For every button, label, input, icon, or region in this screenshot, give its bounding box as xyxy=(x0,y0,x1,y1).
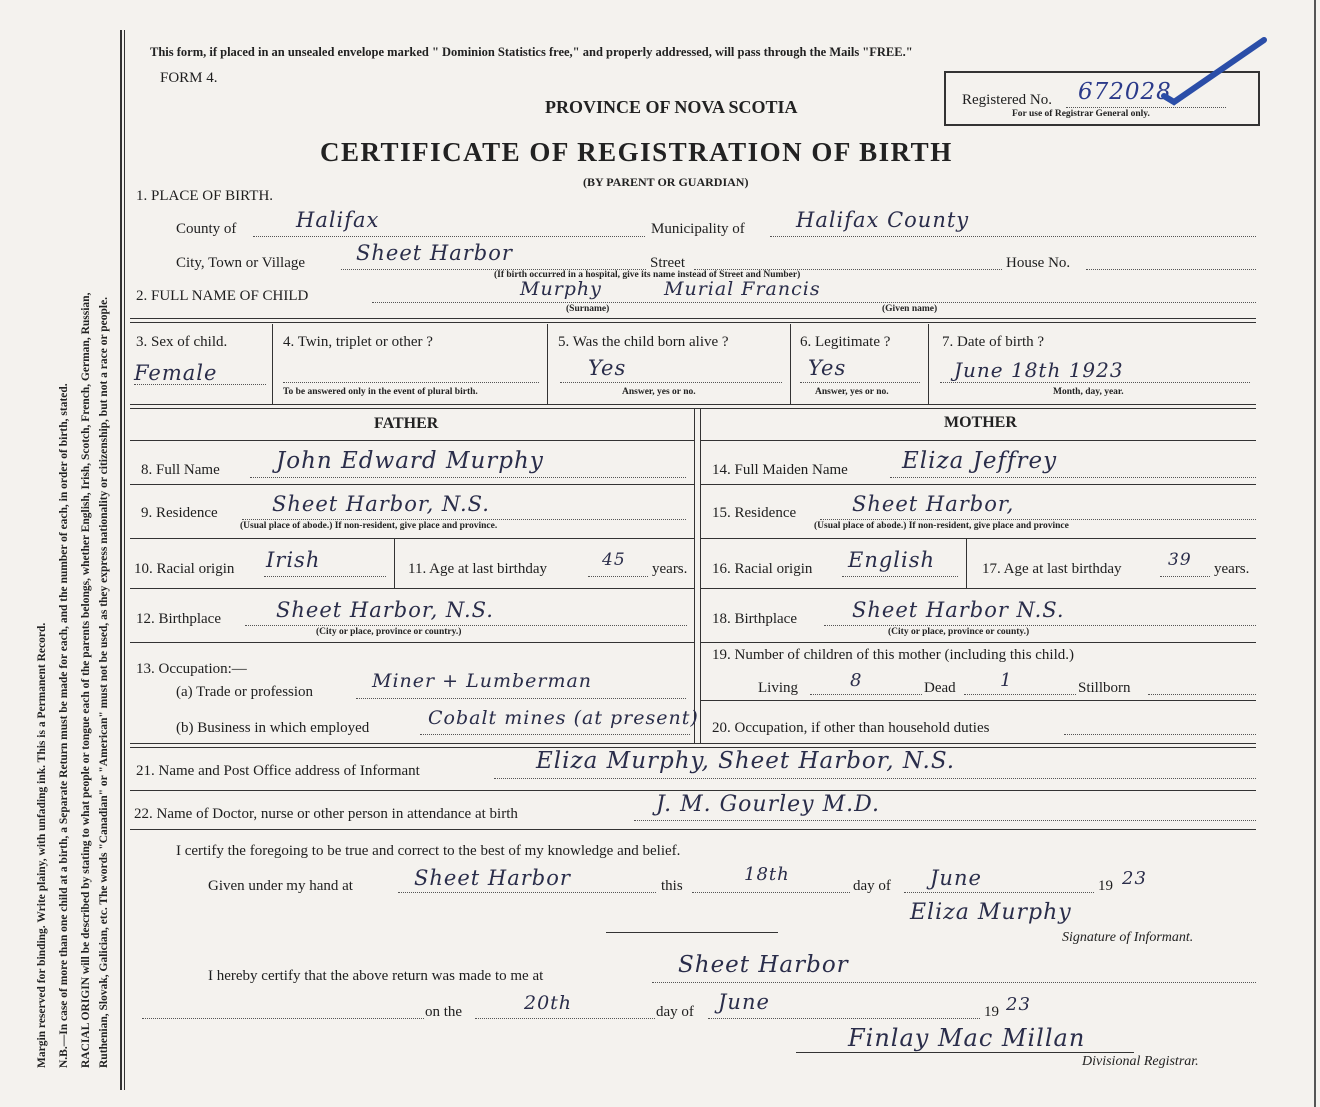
certify-year-prefix: 19 xyxy=(1098,878,1113,894)
child-name-label: 2. FULL NAME OF CHILD xyxy=(136,288,309,304)
margin-rule-inner xyxy=(124,30,125,1090)
informant-label: 21. Name and Post Office address of Informant xyxy=(136,763,420,779)
mail-note: This form, if placed in an unsealed envelope marked " Dominion Statistics free," and properly addressed, will pass through the Mails "FREE." xyxy=(150,45,913,59)
form-number: FORM 4. xyxy=(160,70,218,86)
registrar-year-value: 23 xyxy=(1006,994,1031,1015)
registrar-title: Divisional Registrar. xyxy=(1082,1054,1199,1069)
mother-birthplace-value: Sheet Harbor N.S. xyxy=(852,598,1065,622)
alive-note: Answer, yes or no. xyxy=(622,387,696,397)
trade-value: Miner + Lumberman xyxy=(372,670,593,692)
dead-label: Dead xyxy=(924,680,956,696)
certify-month-value: June xyxy=(930,866,982,890)
father-residence-value: Sheet Harbor, N.S. xyxy=(272,492,490,516)
certificate-title: CERTIFICATE OF REGISTRATION OF BIRTH xyxy=(320,137,953,167)
mother-name-label: 14. Full Maiden Name xyxy=(712,462,848,478)
mother-heading: MOTHER xyxy=(944,414,1017,431)
registered-number: 672028 xyxy=(1078,79,1172,105)
dob-label: 7. Date of birth ? xyxy=(942,334,1045,350)
certificate-subtitle: (BY PARENT OR GUARDIAN) xyxy=(583,175,749,189)
trade-label: (a) Trade or profession xyxy=(176,684,314,700)
side-note-racial-origin: RACIAL ORIGIN will be described by stating to what people or tongue each of the parents belongs, whether English, Irish, Scotch, French, German, Russian, xyxy=(80,292,92,1068)
stillborn-label: Stillborn xyxy=(1078,680,1131,696)
father-age-value: 45 xyxy=(602,550,626,570)
registrar-place-value: Sheet Harbor xyxy=(678,952,849,978)
sex-label: 3. Sex of child. xyxy=(136,334,228,350)
legitimate-note: Answer, yes or no. xyxy=(815,387,889,397)
mother-birthplace-label: 18. Birthplace xyxy=(712,611,797,627)
house-label: House No. xyxy=(1006,255,1071,271)
father-age-label: 11. Age at last birthday xyxy=(408,561,547,577)
father-age-unit: years. xyxy=(652,561,688,577)
given-place-value: Sheet Harbor xyxy=(414,866,571,890)
mother-occupation-label: 20. Occupation, if other than household duties xyxy=(712,720,990,736)
city-label: City, Town or Village xyxy=(176,255,306,271)
side-note-binding: Margin reserved for binding. Write plainy, with unfading ink. This is a Permanent Record. xyxy=(36,622,48,1068)
given-caption: (Given name) xyxy=(882,304,938,314)
father-residence-label: 9. Residence xyxy=(141,505,218,521)
check-mark-icon xyxy=(1160,36,1270,106)
registrar-statement: I hereby certify that the above return was made to me at xyxy=(208,968,544,984)
registrar-year-prefix: 19 xyxy=(984,1004,999,1020)
certify-day-value: 18th xyxy=(744,864,790,885)
province-heading: PROVINCE OF NOVA SCOTIA xyxy=(545,97,798,117)
mother-age-unit: years. xyxy=(1214,561,1250,577)
street-label: Street xyxy=(650,255,685,271)
father-birthplace-label: 12. Birthplace xyxy=(136,611,221,627)
registrar-on-label: on the xyxy=(425,1004,463,1020)
dob-note: Month, day, year. xyxy=(1053,387,1124,397)
mother-residence-value: Sheet Harbor, xyxy=(852,492,1015,516)
twin-label: 4. Twin, triplet or other ? xyxy=(283,334,433,350)
county-label: County of xyxy=(176,221,237,237)
city-value: Sheet Harbor xyxy=(356,241,513,265)
margin-rule xyxy=(120,30,122,1090)
surname-caption: (Surname) xyxy=(566,304,610,314)
registrar-note: For use of Registrar General only. xyxy=(1012,109,1150,119)
child-given-value: Murial Francis xyxy=(664,278,821,300)
living-label: Living xyxy=(758,680,798,696)
mother-age-label: 17. Age at last birthday xyxy=(982,561,1122,577)
place-heading: 1. PLACE OF BIRTH. xyxy=(136,188,274,204)
mother-birthplace-note: (City or place, province or county.) xyxy=(888,627,1030,637)
doctor-value: J. M. Gourley M.D. xyxy=(656,792,880,817)
side-note-multiple-births: N.B.—In case of more than one child at a birth, a Separate Return must be made for each, and the number of each, in order of birth, stated. xyxy=(58,383,70,1068)
father-birthplace-note: (City or place, province or country.) xyxy=(316,627,462,637)
certify-statement: I certify the foregoing to be true and correct to the best of my knowledge and belief. xyxy=(176,843,681,859)
sex-value: Female xyxy=(134,361,218,385)
children-count-label: 19. Number of children of this mother (including this child.) xyxy=(712,647,1075,663)
municipality-label: Municipality of xyxy=(651,221,745,237)
doctor-label: 22. Name of Doctor, nurse or other person in attendance at birth xyxy=(134,806,518,822)
father-heading: FATHER xyxy=(374,415,439,432)
business-value: Cobalt mines (at present) xyxy=(428,707,699,729)
registrar-day-value: 20th xyxy=(524,992,573,1014)
registered-label: Registered No. xyxy=(962,92,1052,108)
dob-value: June 18th 1923 xyxy=(954,358,1124,382)
twin-note: To be answered only in the event of plural birth. xyxy=(283,387,478,397)
father-race-label: 10. Racial origin xyxy=(134,561,235,577)
mother-age-value: 39 xyxy=(1168,550,1192,570)
father-name-label: 8. Full Name xyxy=(141,462,220,478)
hospital-note: (If birth occurred in a hospital, give its name instead of Street and Number) xyxy=(494,270,801,280)
mother-race-value: English xyxy=(848,548,936,572)
father-race-value: Irish xyxy=(266,548,321,572)
certify-dayof-label: day of xyxy=(853,878,891,894)
alive-value: Yes xyxy=(588,356,627,380)
father-occupation-label: 13. Occupation:— xyxy=(136,661,247,677)
certify-year-value: 23 xyxy=(1122,868,1147,889)
given-under-label: Given under my hand at xyxy=(208,878,353,894)
dead-value: 1 xyxy=(1000,670,1013,691)
mother-residence-note: (Usual place of abode.) If non-resident, give place and province xyxy=(814,521,1069,531)
registrar-month-value: June xyxy=(718,990,770,1014)
father-birthplace-value: Sheet Harbor, N.S. xyxy=(276,598,494,622)
living-value: 8 xyxy=(850,670,863,691)
right-edge-rule xyxy=(1314,0,1316,1107)
mother-residence-label: 15. Residence xyxy=(712,505,797,521)
municipality-value: Halifax County xyxy=(796,208,970,232)
informant-signature-label: Signature of Informant. xyxy=(1062,930,1194,945)
informant-signature: Eliza Murphy xyxy=(910,900,1072,925)
registrar-signature: Finlay Mac Millan xyxy=(848,1024,1086,1052)
informant-value: Eliza Murphy, Sheet Harbor, N.S. xyxy=(536,748,956,774)
side-note-racial-origin-2: Ruthenian, Slovak, Galician, etc. The words "Canadian" or "American" must not be used, as they express nationality or citizenship, but not a race or people. xyxy=(98,296,110,1068)
father-residence-note: (Usual place of abode.) If non-resident, give place and province. xyxy=(240,521,498,531)
registrar-dayof-label: day of xyxy=(656,1004,694,1020)
child-surname-value: Murphy xyxy=(520,278,602,300)
mother-race-label: 16. Racial origin xyxy=(712,561,813,577)
legitimate-value: Yes xyxy=(808,356,847,380)
alive-label: 5. Was the child born alive ? xyxy=(558,334,729,350)
legitimate-label: 6. Legitimate ? xyxy=(800,334,891,350)
business-label: (b) Business in which employed xyxy=(176,720,370,736)
this-label: this xyxy=(661,878,683,894)
county-value: Halifax xyxy=(296,208,380,232)
mother-name-value: Eliza Jeffrey xyxy=(902,448,1058,474)
father-name-value: John Edward Murphy xyxy=(276,448,544,474)
